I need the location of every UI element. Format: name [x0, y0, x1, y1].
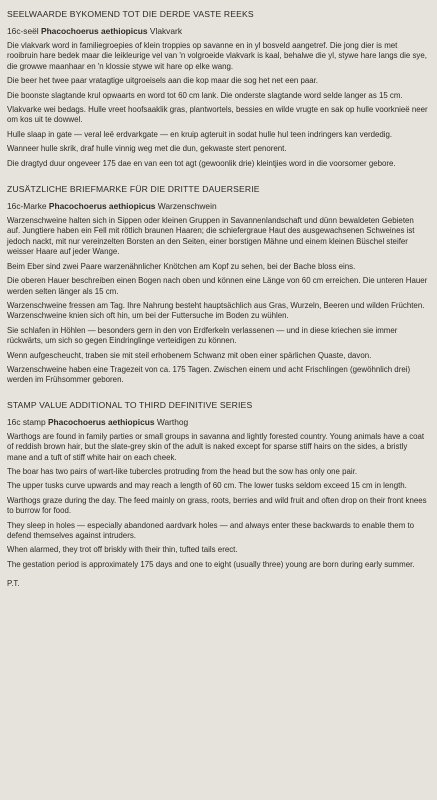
paragraph: Die beer het twee paar vratagtige uitgroeisels aan die kop maar die sog het net een paar. [7, 76, 319, 86]
stamp-subtitle [7, 26, 429, 37]
species-name: Phacochoerus aethiopicus [40, 26, 148, 36]
paragraph: Warthogs are found in family parties or small groups in savanna and lightly forested country. Young animals have a coat of reddish brown hair, but the slate-grey skin of the adult is naked except for sparse stiff hairs on the sides, a bristly mane and a tuft of stiff white hair on each cheek. [7, 431, 425, 462]
paragraph: They sleep in holes — especially abandoned aardvark holes — and always enter these backwards to enable them to defend themselves against intruders. [7, 520, 415, 540]
paragraph: Beim Eber sind zwei Paare warzenähnlicher Knötchen am Kopf zu sehen, bei der Bache bloss eins. [7, 261, 356, 271]
stamp-subtitle [7, 417, 429, 428]
german-section [7, 184, 429, 386]
paragraph: Warthogs graze during the day. The feed mainly on grass, roots, berries and wild fruit and often drop on their front knees to burrow for food. [7, 495, 427, 516]
subtitle-prefix: 16c-seël [7, 26, 41, 36]
paragraph: The gestation period is approximately 175 days and one to eight (usually three) young are born during early summer. [7, 559, 415, 569]
paragraph: The boar has two pairs of wart-like tubercles protruding from the head but the sow has only one pair. [7, 466, 358, 476]
paragraph: Die dragtyd duur ongeveer 175 dae en van een tot agt (gewoonlik drie) kleintjies word in die voorsomer gebore. [7, 158, 396, 168]
subtitle-suffix: Warthog [154, 416, 189, 427]
subtitle-suffix: Vlakvark [147, 26, 183, 36]
paragraph: Die oberen Hauer beschreiben einen Bogen nach oben und können eine Länge von 60 cm erreichen. Die unteren Hauer werden selten länger als 15 cm. [7, 276, 428, 296]
subtitle-prefix: 16c stamp [7, 416, 48, 427]
afrikaans-section [7, 9, 429, 169]
subtitle-prefix: 16c-Marke [7, 201, 49, 212]
english-section [7, 400, 429, 570]
paragraph: Warzenschweine fressen am Tag. Ihre Nahrung besteht hauptsächlich aus Gras, Wurzeln, Beeren und wilden Früchten. Warzenschweine knien sich oft hin, um bei der Futtersuche im Boden zu wühlen. [7, 300, 425, 321]
paragraph: Die vlakvark word in familiegroepies of klein troppies op savanne en in yl bosveld aangetref. Die jong dier is met rooibruin hare bedek maar die leikleurige vel van 'n volgroeide vlakvark is kaal, behalwe die yl, stywe hare langs die sye, die growwe maanhaar en 'n klossie stywe wit hare op elke wang. [7, 41, 427, 71]
paragraph: The upper tusks curve upwards and may reach a length of 60 cm. The lower tusks seldom exceed 15 cm in length. [7, 481, 407, 491]
paragraph: Wanneer hulle skrik, draf hulle vinnig weg met die dun, gekwaste stert penorent. [7, 144, 287, 154]
page-turn-note: P.T. [7, 579, 20, 589]
section-title: ZUSÄTZLICHE BRIEFMARKE FÜR DIE DRITTE DAUERSERIE [7, 184, 260, 195]
paragraph: Wenn aufgescheucht, traben sie mit steil erhobenem Schwanz mit oben einer spärlichen Quaste, davon. [7, 350, 372, 360]
section-title: STAMP VALUE ADDITIONAL TO THIRD DEFINITIVE SERIES [7, 399, 253, 410]
paragraph: When alarmed, they trot off briskly with their thin, tufted tails erect. [7, 545, 238, 555]
subtitle-suffix: Warzenschwein [155, 201, 217, 212]
paragraph: Sie schlafen in Höhlen — besonders gern in den von Erdferkeln verlassenen — und in diese kriechen sie immer rückwärts, um sich so gegen Eindringlinge verteidigen zu können. [7, 325, 398, 346]
stamp-subtitle [7, 201, 429, 212]
paragraph: Die boonste slagtande krul opwaarts en word tot 60 cm lank. Die onderste slagtande word selde langer as 15 cm. [7, 90, 403, 100]
species-name: Phacochoerus aethiopicus [48, 201, 156, 212]
paragraph: Warzenschweine haben eine Tragezeit von ca. 175 Tagen. Zwischen einem und acht Frischlingen (gewöhnlich drei) werden im Frühsommer geboren. [7, 364, 411, 385]
paragraph: Hulle slaap in gate — veral leë erdvarkgate — en kruip agteruit in sodat hulle hul teen indringers kan verdedig. [7, 129, 393, 139]
section-title: SEELWAARDE BYKOMEND TOT DIE DERDE VASTE REEKS [7, 9, 254, 19]
paragraph: Vlakvarke wei bedags. Hulle vreet hoofsaaklik gras, plantwortels, bessies en wilde vrugte en sak op hulle voorknieë neer om kos uit te dowwel. [7, 105, 428, 125]
paragraph: Warzenschweine halten sich in Sippen oder kleinen Gruppen in Savannenlandschaft und dünn bewaldeten Gebieten auf. Jungtiere haben ein Fell mit rötlich braunen Haaren; die schiefergraue Haut des ausgewachsenen Schweines ist jedoch nackt, mit nur vereinzelten Borsten an den Seiten, einer borstigen Mähne und einem kleinen Büschel steifer weisser Haare auf jeder Wange. [7, 216, 415, 257]
species-name: Phacochoerus aethiopicus [47, 416, 155, 427]
